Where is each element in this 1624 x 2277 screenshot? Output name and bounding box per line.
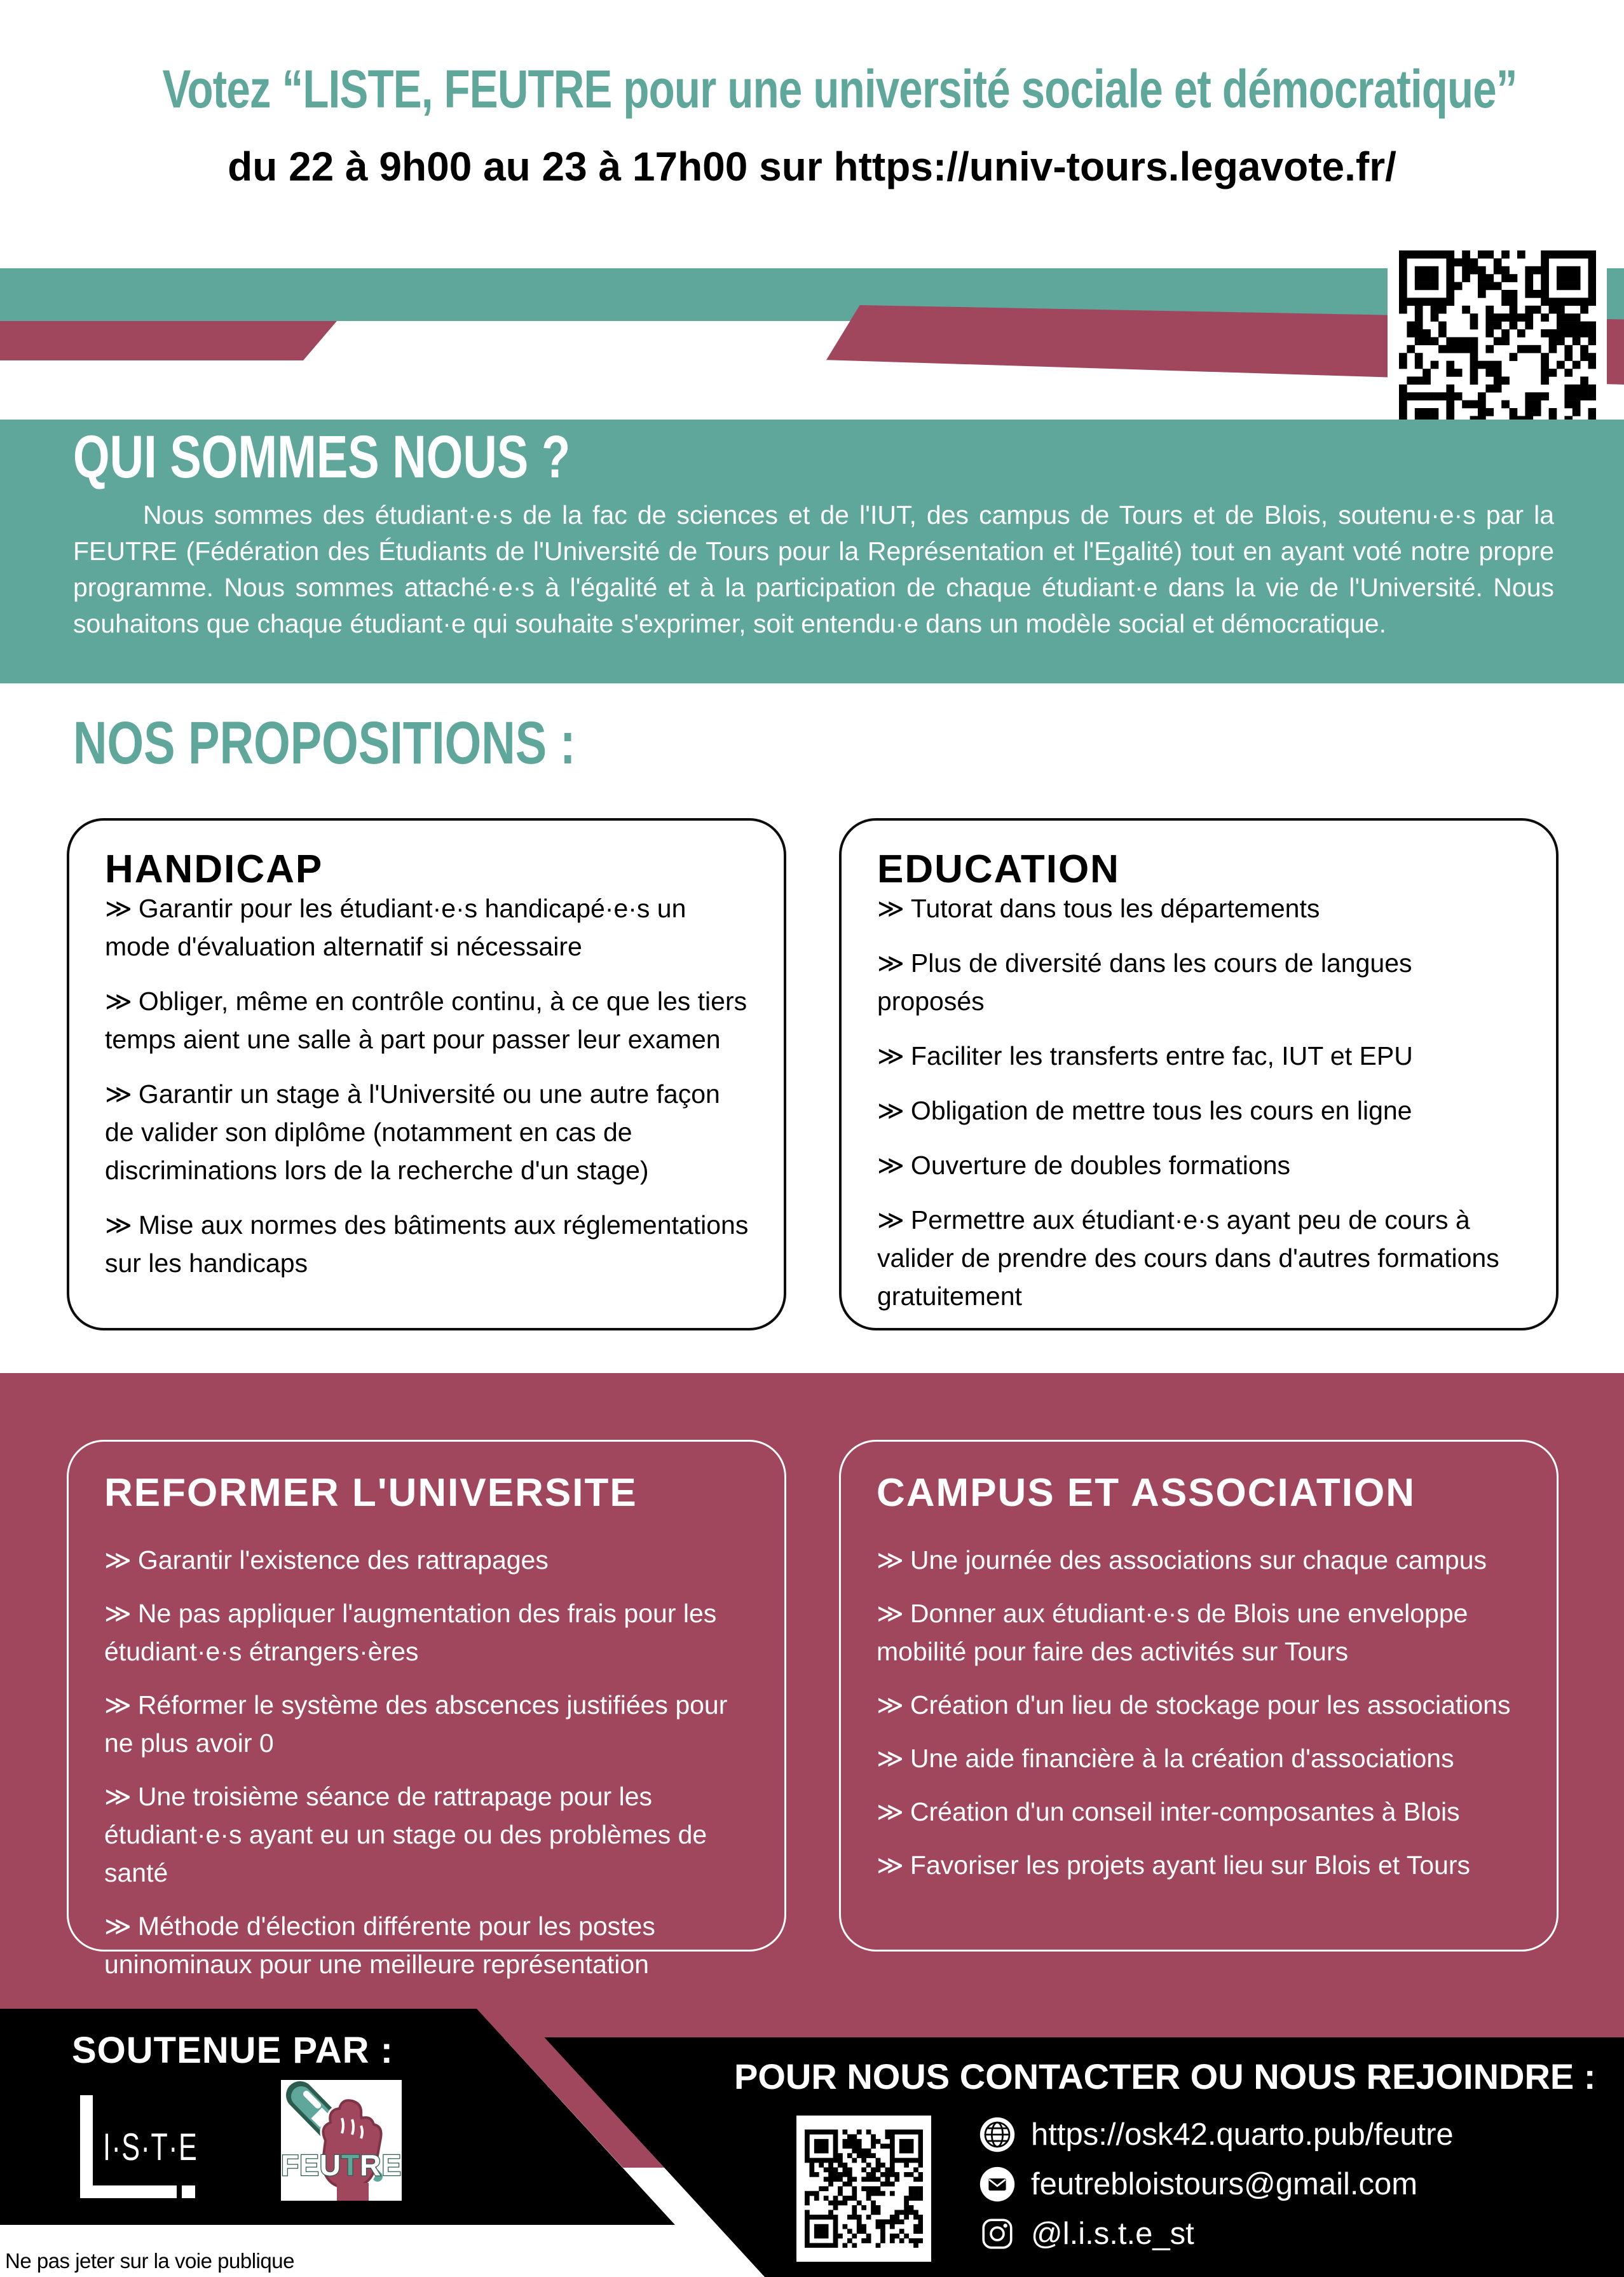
chevron-bullet-icon: ≫: [877, 1545, 904, 1575]
proposal-text: Une journée des associations sur chaque campus: [910, 1545, 1487, 1575]
propositions-heading: NOS PROPOSITIONS :: [73, 709, 576, 777]
globe-icon: [979, 2116, 1016, 2153]
proposal-item: [877, 1739, 1529, 1777]
card-handicap-items: [105, 889, 753, 1282]
chevron-bullet-icon: ≫: [877, 1599, 904, 1628]
chevron-bullet-icon: ≫: [104, 1782, 132, 1811]
chevron-bullet-icon: ≫: [877, 948, 904, 978]
feutre-fist-marker-image: [281, 2080, 402, 2201]
card-campus-items: [877, 1541, 1529, 1884]
chevron-bullet-icon: ≫: [105, 1079, 132, 1109]
liste-logo-text: I·S·T·E: [103, 2126, 198, 2168]
website-url: https://osk42.quarto.pub/feutre: [1031, 2117, 1454, 2152]
liste-logo: [80, 2095, 201, 2200]
card-campus-association: [839, 1440, 1559, 1952]
proposal-item: [105, 1206, 753, 1282]
chevron-bullet-icon: ≫: [104, 1599, 132, 1628]
mail-icon: [979, 2166, 1016, 2203]
liste-logo-vertical-bar: [80, 2095, 93, 2198]
qr-code-contact: [796, 2116, 931, 2262]
chevron-bullet-icon: ≫: [877, 1850, 904, 1880]
card-handicap-title: HANDICAP: [105, 847, 324, 891]
proposal-item: [877, 1146, 1525, 1184]
proposal-item: [104, 1777, 756, 1892]
feutre-logo: [281, 2080, 402, 2201]
proposal-text: Ne pas appliquer l'augmentation des frais pour les étudiant·e·s étrangers·ères: [104, 1599, 717, 1666]
proposal-text: Réformer le système des abscences justifiées pour ne plus avoir 0: [104, 1690, 728, 1758]
instagram-icon: [979, 2215, 1016, 2252]
disclaimer-text: Ne pas jeter sur la voie publique: [5, 2249, 294, 2273]
proposal-item: [877, 944, 1525, 1020]
proposal-text: Création d'un lieu de stockage pour les associations: [910, 1690, 1511, 1720]
proposal-item: [105, 982, 753, 1058]
card-education: [839, 818, 1559, 1330]
proposal-item: [877, 889, 1525, 927]
chevron-bullet-icon: ≫: [104, 1545, 132, 1575]
proposal-text: Permettre aux étudiant·e·s ayant peu de cours à valider de prendre des cours dans d'autres formations gratuitement: [877, 1205, 1499, 1311]
chevron-bullet-icon: ≫: [877, 1151, 904, 1180]
proposal-text: Méthode d'élection différente pour les postes uninominaux pour une meilleure représentation: [104, 1911, 655, 1979]
proposal-item: [877, 1091, 1525, 1130]
contact-row-instagram: [979, 2215, 1194, 2253]
chevron-bullet-icon: ≫: [877, 1205, 904, 1234]
chevron-bullet-icon: ≫: [877, 1041, 904, 1070]
chevron-bullet-icon: ≫: [877, 894, 904, 923]
card-campus-title: CAMPUS ET ASSOCIATION: [877, 1471, 1416, 1515]
card-education-items: [877, 889, 1525, 1315]
contact-heading: POUR NOUS CONTACTER OU NOUS REJOINDRE :: [734, 2056, 1596, 2096]
chevron-bullet-icon: ≫: [877, 1797, 904, 1826]
qr-code-image: [805, 2130, 923, 2248]
proposal-item: [877, 1846, 1529, 1884]
proposal-item: [877, 1541, 1529, 1579]
chevron-bullet-icon: ≫: [104, 1911, 132, 1941]
qr-code-image: [1399, 250, 1596, 448]
contact-row-website: [979, 2116, 1454, 2154]
proposal-text: Ouverture de doubles formations: [910, 1151, 1291, 1180]
qui-sommes-nous-paragraph: Nous sommes des étudiant·e·s de la fac de sciences et de l'IUT, des campus de Tours et de Blois, soutenu·e·s par la FEUTRE (Fédération des Étudiants de l'Université de Tours pour la Représentation et l'Egalité) tout en ayant voté notre propre programme. Nous sommes attaché·e·s à l'égalité et à la participation de chaque étudiant·e dans la vie de l'Université. Nous souhaitons que chaque étudiant·e qui souhaite s'exprimer, soit entendu·e dans un modèle social et démocratique.: [73, 500, 1554, 638]
liste-logo-dot: [182, 2185, 195, 2198]
proposal-item: [877, 1201, 1525, 1315]
poster-subtitle: du 22 à 9h00 au 23 à 17h00 sur https://univ-tours.legavote.fr/: [228, 144, 1396, 189]
proposal-item: [877, 1594, 1529, 1671]
teal-band: [0, 268, 1624, 321]
proposal-text: Plus de diversité dans les cours de langues proposés: [877, 948, 1412, 1016]
card-reformer-items: [104, 1541, 756, 1983]
card-handicap: [67, 818, 786, 1330]
proposal-text: Une troisième séance de rattrapage pour les étudiant·e·s ayant eu un stage ou des problèmes de santé: [104, 1782, 707, 1887]
chevron-bullet-icon: ≫: [105, 1210, 132, 1240]
proposal-item: [877, 1793, 1529, 1831]
poster-title: Votez “LISTE, FEUTRE pour une université sociale et démocratique”: [162, 59, 1517, 119]
proposal-text: Garantir un stage à l'Université ou une autre façon de valider son diplôme (notamment en cas de discriminations lors de la recherche d'un stage): [105, 1079, 720, 1185]
proposal-text: Faciliter les transferts entre fac, IUT et EPU: [910, 1041, 1413, 1070]
qui-sommes-nous-heading: QUI SOMMES NOUS ?: [73, 423, 571, 491]
chevron-bullet-icon: ≫: [104, 1690, 132, 1720]
proposal-item: [105, 1075, 753, 1189]
chevron-bullet-icon: ≫: [105, 987, 132, 1016]
proposal-text: Obligation de mettre tous les cours en ligne: [910, 1096, 1412, 1125]
instagram-handle: @l.i.s.t.e_st: [1031, 2217, 1194, 2251]
chevron-bullet-icon: ≫: [877, 1690, 904, 1720]
chevron-bullet-icon: ≫: [877, 1096, 904, 1125]
proposal-text: Une aide financière à la création d'associations: [910, 1744, 1454, 1773]
proposal-text: Mise aux normes des bâtiments aux réglementations sur les handicaps: [105, 1210, 749, 1278]
soutenue-par-heading: SOUTENUE PAR :: [72, 2030, 393, 2071]
proposal-text: Favoriser les projets ayant lieu sur Blois et Tours: [910, 1850, 1471, 1880]
card-reformer-title: REFORMER L'UNIVERSITE: [104, 1471, 638, 1515]
section-qui-sommes-nous: [0, 420, 1624, 683]
feutre-logo-text-svg: FEUTRE: [281, 2149, 402, 2182]
email-address: feutrebloistours@gmail.com: [1031, 2167, 1418, 2201]
card-education-title: EDUCATION: [877, 847, 1120, 891]
proposal-text: Création d'un conseil inter-composantes à Blois: [910, 1797, 1460, 1826]
proposal-item: [104, 1686, 756, 1762]
proposal-text: Obliger, même en contrôle continu, à ce que les tiers temps aient une salle à part pour passer leur examen: [105, 987, 747, 1054]
proposal-item: [104, 1541, 756, 1579]
maroon-stripe-left: [0, 321, 337, 360]
proposal-item: [877, 1686, 1529, 1724]
proposal-item: [877, 1037, 1525, 1075]
proposal-item: [104, 1594, 756, 1671]
proposal-item: [105, 889, 753, 966]
chevron-bullet-icon: ≫: [877, 1744, 904, 1773]
proposal-text: Garantir pour les étudiant·e·s handicapé·e·s un mode d'évaluation alternatif si nécessaire: [105, 894, 686, 961]
proposal-text: Donner aux étudiant·e·s de Blois une enveloppe mobilité pour faire des activités sur Tours: [877, 1599, 1468, 1666]
chevron-bullet-icon: ≫: [105, 894, 132, 923]
proposal-text: Tutorat dans tous les départements: [910, 894, 1320, 923]
proposal-text: Garantir l'existence des rattrapages: [137, 1545, 549, 1575]
liste-logo-horizontal-bar: [80, 2185, 177, 2198]
contact-row-email: [979, 2165, 1417, 2203]
proposal-item: [104, 1907, 756, 1983]
card-reformer-universite: [67, 1440, 786, 1979]
